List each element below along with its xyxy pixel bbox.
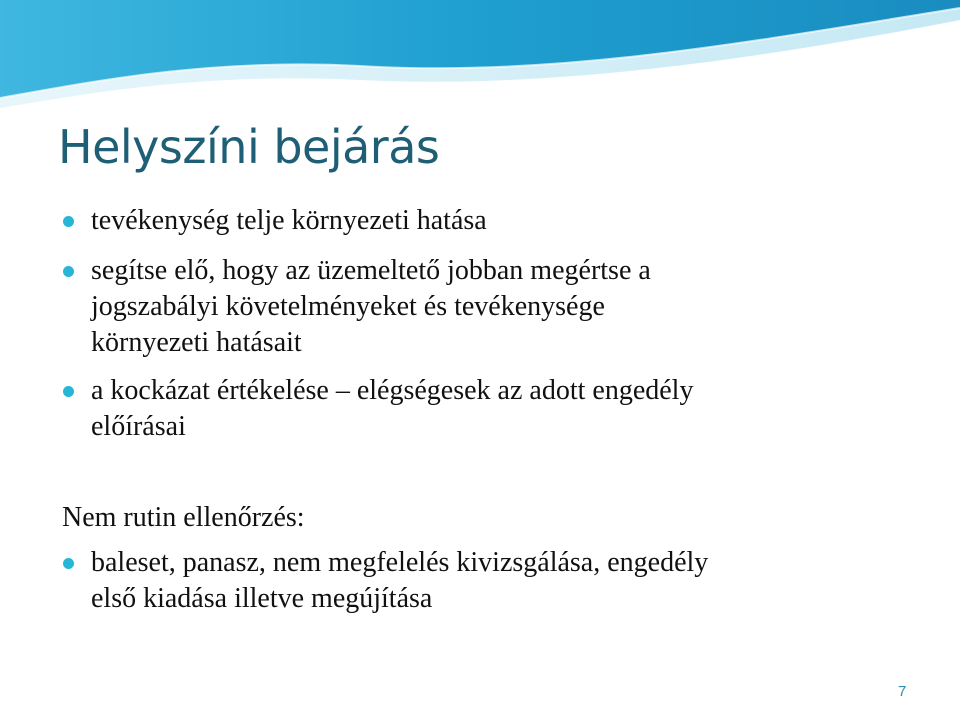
bullet-text-line: első kiadása illetve megújítása [91, 583, 433, 614]
slide-title: Helyszíni bejárás [58, 120, 440, 174]
bullet-dot-icon [63, 216, 74, 227]
bullet-dot-icon [63, 386, 74, 397]
bullet-text-line: tevékenység telje környezeti hatása [91, 205, 487, 236]
bullet-text-line: baleset, panasz, nem megfelelés kivizsgálása, engedély [91, 547, 709, 578]
page-number: 7 [898, 683, 907, 700]
subheading: Nem rutin ellenőrzés: [62, 502, 305, 533]
bullet-text-line: jogszabályi követelményeket és tevékenysége [91, 291, 605, 322]
bullet-text-line: előírásai [91, 411, 186, 442]
bullet-text-line: környezeti hatásait [91, 327, 302, 358]
bullet-dot-icon [63, 558, 74, 569]
bullet-text-line: segítse elő, hogy az üzemeltető jobban megértse a [91, 255, 651, 286]
header-wave-decoration [0, 0, 960, 120]
bullet-text-line: a kockázat értékelése – elégségesek az adott engedély [91, 375, 694, 406]
bullet-dot-icon [63, 266, 74, 277]
